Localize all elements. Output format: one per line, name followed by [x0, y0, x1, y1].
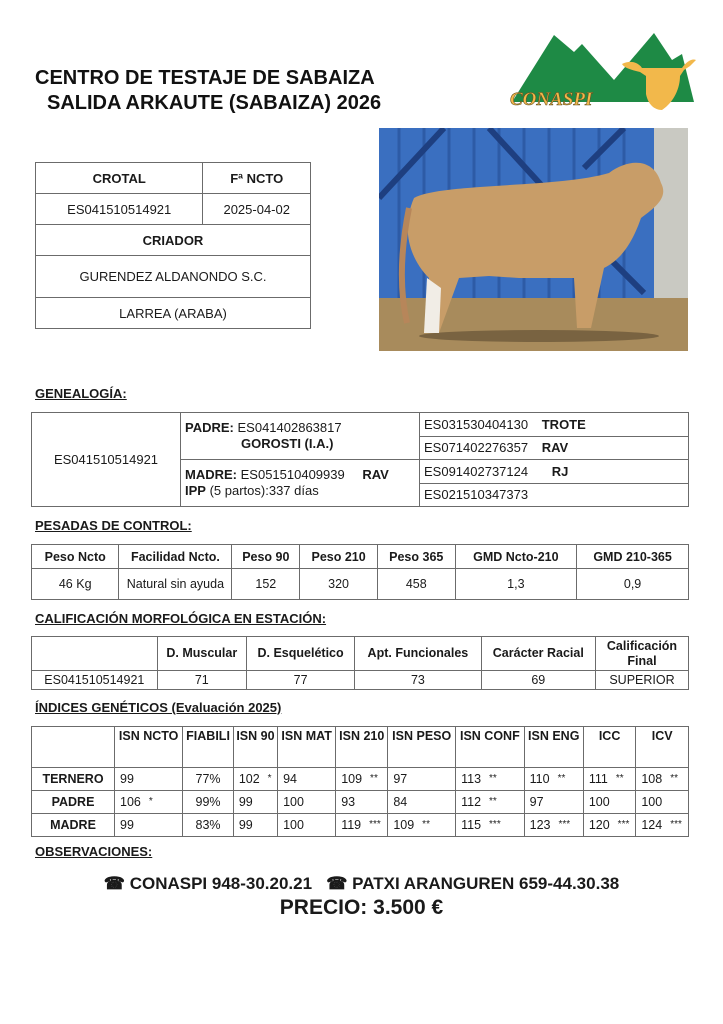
index-value: 109 [341, 772, 363, 786]
title-line-2: SALIDA ARKAUTE (SABAIZA) 2026 [47, 92, 382, 114]
indices-header: ISN MAT [278, 727, 336, 768]
logo-text: CONASPI [510, 89, 593, 110]
indices-cell [583, 814, 636, 837]
father-cell [181, 413, 420, 460]
indices-cell [388, 814, 456, 837]
significance-stars: *** [369, 819, 381, 830]
significance-stars: * [148, 796, 153, 807]
indices-header: ISN 90 [233, 727, 277, 768]
index-value: 99 [120, 818, 134, 832]
ancestor-id: ES091402737124 [424, 463, 529, 479]
morphology-header: Calificación Final [596, 637, 689, 671]
indices-header: ISN ENG [524, 727, 583, 768]
ancestor-id: ES071402276357 [424, 440, 529, 456]
mother-id: ES051510409939 [240, 467, 345, 482]
indices-cell [233, 768, 277, 791]
morphology-header: Carácter Racial [481, 637, 595, 671]
index-value: 77% [195, 772, 221, 786]
weights-header: Peso 90 [232, 545, 300, 569]
indices-header [32, 727, 115, 768]
index-value: 106 [120, 795, 141, 809]
indices-cell [183, 768, 234, 791]
mother-label: MADRE: [185, 467, 237, 482]
indices-row [32, 768, 689, 791]
indices-row-label: TERNERO [32, 768, 115, 791]
document-title [35, 66, 381, 116]
indices-cell [636, 791, 689, 814]
indices-cell [336, 791, 388, 814]
morphology-value: SUPERIOR [596, 671, 689, 690]
birth-date-value: 2025-04-02 [203, 194, 311, 225]
significance-stars: ** [422, 819, 430, 830]
index-value: 113 [461, 772, 482, 786]
indices-cell [278, 768, 336, 791]
morphology-table [31, 636, 689, 690]
indices-header: ISN CONF [456, 727, 525, 768]
weights-header-row [32, 545, 689, 569]
index-value: 99 [120, 772, 134, 786]
indices-cell [233, 791, 277, 814]
indices-row-label: MADRE [32, 814, 115, 837]
breeder-value: GURENDEZ ALDANONDO S.C. [36, 256, 311, 298]
indices-cell [388, 791, 456, 814]
weights-value: Natural sin ayuda [119, 569, 232, 600]
morphology-header: Apt. Funcionales [355, 637, 481, 671]
indices-header: FIABILI [183, 727, 234, 768]
father-id: ES041402863817 [237, 420, 342, 435]
weights-value: 320 [300, 569, 378, 600]
index-value: 115 [461, 818, 482, 832]
significance-stars: ** [370, 773, 378, 784]
indices-header-row [32, 727, 689, 768]
morphology-value: 77 [246, 671, 354, 690]
title-line-1: CENTRO DE TESTAJE DE SABAIZA [35, 67, 375, 89]
weights-header: GMD Ncto-210 [455, 545, 577, 569]
index-value: 94 [283, 772, 297, 786]
indices-cell [233, 814, 277, 837]
indices-row [32, 791, 689, 814]
indices-cell [456, 768, 525, 791]
weights-value: 1,3 [455, 569, 577, 600]
significance-stars: ** [615, 773, 624, 784]
index-value: 93 [341, 795, 356, 809]
index-value: 99 [238, 818, 253, 832]
indices-cell [456, 791, 525, 814]
index-value: 102 [238, 772, 260, 786]
index-value: 111 [588, 772, 608, 786]
indices-cell [636, 814, 689, 837]
index-value: 83% [195, 818, 221, 832]
birth-date-label: Fª NCTO [203, 163, 311, 194]
index-value: 119 [341, 818, 362, 832]
significance-stars: ** [489, 773, 497, 784]
crotal-label: CROTAL [36, 163, 203, 194]
contact-line [0, 874, 723, 894]
indices-cell [524, 768, 583, 791]
weights-header: GMD 210-365 [577, 545, 689, 569]
price: PRECIO: 3.500 € [279, 896, 444, 919]
animal-id: ES041510514921 [32, 413, 181, 507]
ancestor-tag: RAV [541, 440, 569, 456]
breeder-label: CRIADOR [36, 225, 311, 256]
weights-header: Peso 365 [377, 545, 455, 569]
morphology-header [32, 637, 158, 671]
indices-cell [456, 814, 525, 837]
mother-tag: RAV [362, 467, 389, 482]
weights-value: 46 Kg [32, 569, 119, 600]
genealogy-heading: GENEALOGÍA: [35, 386, 127, 401]
index-value: 109 [393, 818, 415, 832]
index-value: 124 [641, 818, 663, 832]
index-value: 100 [283, 818, 304, 832]
ancestor-tag: TROTE [541, 416, 586, 432]
weights-table [31, 544, 689, 600]
bull-photo [379, 128, 688, 351]
index-value: 100 [283, 795, 304, 809]
ancestor-row [420, 436, 689, 460]
indices-cell [388, 768, 456, 791]
ancestor-id: ES021510347373 [424, 487, 529, 503]
identity-table [35, 162, 311, 329]
ancestor-row [420, 460, 689, 484]
index-value: 100 [588, 795, 610, 809]
index-value: 112 [461, 795, 482, 809]
phone-icon: ☎ [326, 874, 348, 893]
indices-cell [278, 791, 336, 814]
indices-cell [336, 814, 388, 837]
morphology-value: 71 [157, 671, 246, 690]
ancestor-id: ES031530404130 [424, 416, 529, 432]
significance-stars: ** [557, 773, 566, 784]
indices-cell [183, 791, 234, 814]
contact-patxi: PATXI ARANGUREN 659-44.30.38 [352, 874, 620, 893]
significance-stars: *** [489, 819, 501, 830]
index-value: 100 [641, 795, 663, 809]
significance-stars: ** [489, 796, 497, 807]
morphology-header-row [32, 637, 689, 671]
index-value: 120 [588, 818, 610, 832]
index-value: 110 [529, 772, 550, 786]
weights-value-row [32, 569, 689, 600]
indices-row-label: PADRE [32, 791, 115, 814]
father-label: PADRE: [185, 420, 234, 435]
ancestor-row [420, 413, 689, 437]
significance-stars: ** [670, 773, 679, 784]
weights-value: 0,9 [577, 569, 689, 600]
indices-header: ICV [636, 727, 689, 768]
index-value: 97 [393, 772, 408, 786]
ancestor-row [420, 483, 689, 507]
weights-header: Peso 210 [300, 545, 378, 569]
weights-header: Peso Ncto [32, 545, 119, 569]
indices-cell [524, 791, 583, 814]
ipp-text: (5 partos):337 días [209, 483, 319, 498]
morphology-header: D. Esquelético [246, 637, 354, 671]
indices-cell [583, 791, 636, 814]
morphology-value: ES041510514921 [32, 671, 158, 690]
index-value: 97 [529, 795, 544, 809]
crotal-value: ES041510514921 [36, 194, 203, 225]
phone-icon: ☎ [103, 874, 125, 893]
weights-header: Facilidad Ncto. [119, 545, 232, 569]
observations-heading: OBSERVACIONES: [35, 844, 153, 859]
index-value: 108 [641, 772, 663, 786]
morphology-value: 73 [355, 671, 481, 690]
weights-value: 458 [377, 569, 455, 600]
index-value: 99% [195, 795, 221, 809]
indices-cell [115, 791, 183, 814]
indices-cell [278, 814, 336, 837]
significance-stars: *** [558, 819, 571, 830]
ipp-label: IPP [185, 483, 206, 498]
mother-cell [181, 460, 420, 507]
index-value: 123 [529, 818, 551, 832]
ancestor-tag: RJ [551, 463, 569, 479]
indices-cell [115, 814, 183, 837]
contact-conaspi: CONASPI 948-30.20.21 [129, 874, 313, 893]
weights-heading: PESADAS DE CONTROL: [35, 518, 192, 533]
significance-stars: *** [617, 819, 630, 830]
index-value: 84 [393, 795, 408, 809]
significance-stars: *** [670, 819, 682, 830]
indices-table [31, 726, 689, 837]
morphology-header: D. Muscular [157, 637, 246, 671]
indices-header: ISN 210 [336, 727, 388, 768]
indices-cell [636, 768, 689, 791]
morphology-value: 69 [481, 671, 595, 690]
conaspi-logo [504, 30, 696, 116]
indices-cell [183, 814, 234, 837]
indices-header: ICC [583, 727, 636, 768]
breeder-location: LARREA (ARABA) [36, 298, 311, 329]
father-name: GOROSTI (I.A.) [241, 436, 334, 451]
significance-stars: * [267, 773, 272, 784]
indices-heading: ÍNDICES GENÉTICOS (Evaluación 2025) [35, 700, 282, 715]
indices-header: ISN PESO [388, 727, 456, 768]
weights-value: 152 [232, 569, 300, 600]
indices-header: ISN NCTO [115, 727, 183, 768]
indices-cell [524, 814, 583, 837]
indices-cell [115, 768, 183, 791]
index-value: 99 [238, 795, 253, 809]
indices-cell [336, 768, 388, 791]
morphology-heading: CALIFICACIÓN MORFOLÓGICA EN ESTACIÓN: [35, 611, 327, 626]
indices-row [32, 814, 689, 837]
indices-cell [583, 768, 636, 791]
morphology-value-row [32, 671, 689, 690]
genealogy-table [31, 412, 689, 507]
